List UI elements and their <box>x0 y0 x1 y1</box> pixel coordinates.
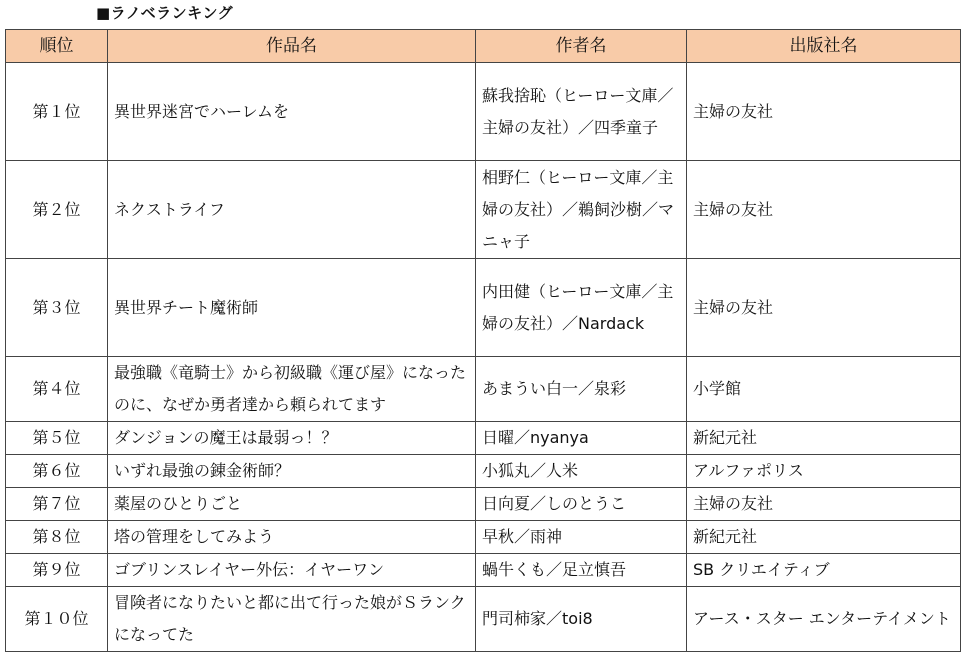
rank-cell: 第６位 <box>6 455 108 488</box>
title-cell: 異世界迷宮でハーレムを <box>108 63 476 161</box>
column-header-title: 作品名 <box>108 30 476 63</box>
table-row <box>6 554 961 587</box>
author-cell: 蝸牛くも／足立慎吾 <box>476 554 687 587</box>
rank-cell: 第１０位 <box>6 587 108 652</box>
ranking-table <box>5 29 961 652</box>
title-cell: 冒険者になりたいと都に出て行った娘がＳランクになってた <box>108 587 476 652</box>
table-row <box>6 521 961 554</box>
publisher-cell: 主婦の友社 <box>687 63 961 161</box>
title-cell: 異世界チート魔術師 <box>108 259 476 357</box>
author-cell: 小狐丸／人米 <box>476 455 687 488</box>
table-row <box>6 587 961 652</box>
author-cell: 早秋／雨神 <box>476 521 687 554</box>
publisher-cell: アルファポリス <box>687 455 961 488</box>
column-header-publisher: 出版社名 <box>687 30 961 63</box>
publisher-cell: SB クリエイティブ <box>687 554 961 587</box>
table-header-row <box>6 30 961 63</box>
publisher-cell: 主婦の友社 <box>687 161 961 259</box>
publisher-cell: 主婦の友社 <box>687 488 961 521</box>
rank-cell: 第２位 <box>6 161 108 259</box>
publisher-cell: アース・スター エンターテイメント <box>687 587 961 652</box>
publisher-cell: 新紀元社 <box>687 521 961 554</box>
author-cell: 日向夏／しのとうこ <box>476 488 687 521</box>
table-row <box>6 422 961 455</box>
column-header-author: 作者名 <box>476 30 687 63</box>
publisher-cell: 小学館 <box>687 357 961 422</box>
table-row <box>6 488 961 521</box>
title-cell: ネクストライフ <box>108 161 476 259</box>
table-row <box>6 63 961 161</box>
author-cell: 蘇我捨恥（ヒーロー文庫／主婦の友社）／四季童子 <box>476 63 687 161</box>
table-row <box>6 455 961 488</box>
column-header-rank: 順位 <box>6 30 108 63</box>
title-cell: ゴブリンスレイヤー外伝：イヤーワン <box>108 554 476 587</box>
rank-cell: 第８位 <box>6 521 108 554</box>
rank-cell: 第７位 <box>6 488 108 521</box>
title-cell: 塔の管理をしてみよう <box>108 521 476 554</box>
rank-cell: 第３位 <box>6 259 108 357</box>
publisher-cell: 主婦の友社 <box>687 259 961 357</box>
author-cell: 日曜／nyanya <box>476 422 687 455</box>
rank-cell: 第９位 <box>6 554 108 587</box>
author-cell: 門司柿家／toi8 <box>476 587 687 652</box>
rank-cell: 第５位 <box>6 422 108 455</box>
author-cell: 内田健（ヒーロー文庫／主婦の友社）／Nardack <box>476 259 687 357</box>
author-cell: あまうい白一／泉彩 <box>476 357 687 422</box>
title-cell: いずれ最強の錬金術師？ <box>108 455 476 488</box>
table-row <box>6 161 961 259</box>
page-title: ■ラノベランキング <box>96 4 234 22</box>
title-cell: ダンジョンの魔王は最弱っ！？ <box>108 422 476 455</box>
title-cell: 最強職《竜騎士》から初級職《運び屋》になったのに、なぜか勇者達から頼られてます <box>108 357 476 422</box>
table-row <box>6 259 961 357</box>
author-cell: 相野仁（ヒーロー文庫／主婦の友社）／鵜飼沙樹／マニャ子 <box>476 161 687 259</box>
rank-cell: 第１位 <box>6 63 108 161</box>
publisher-cell: 新紀元社 <box>687 422 961 455</box>
table-row <box>6 357 961 422</box>
title-cell: 薬屋のひとりごと <box>108 488 476 521</box>
rank-cell: 第４位 <box>6 357 108 422</box>
